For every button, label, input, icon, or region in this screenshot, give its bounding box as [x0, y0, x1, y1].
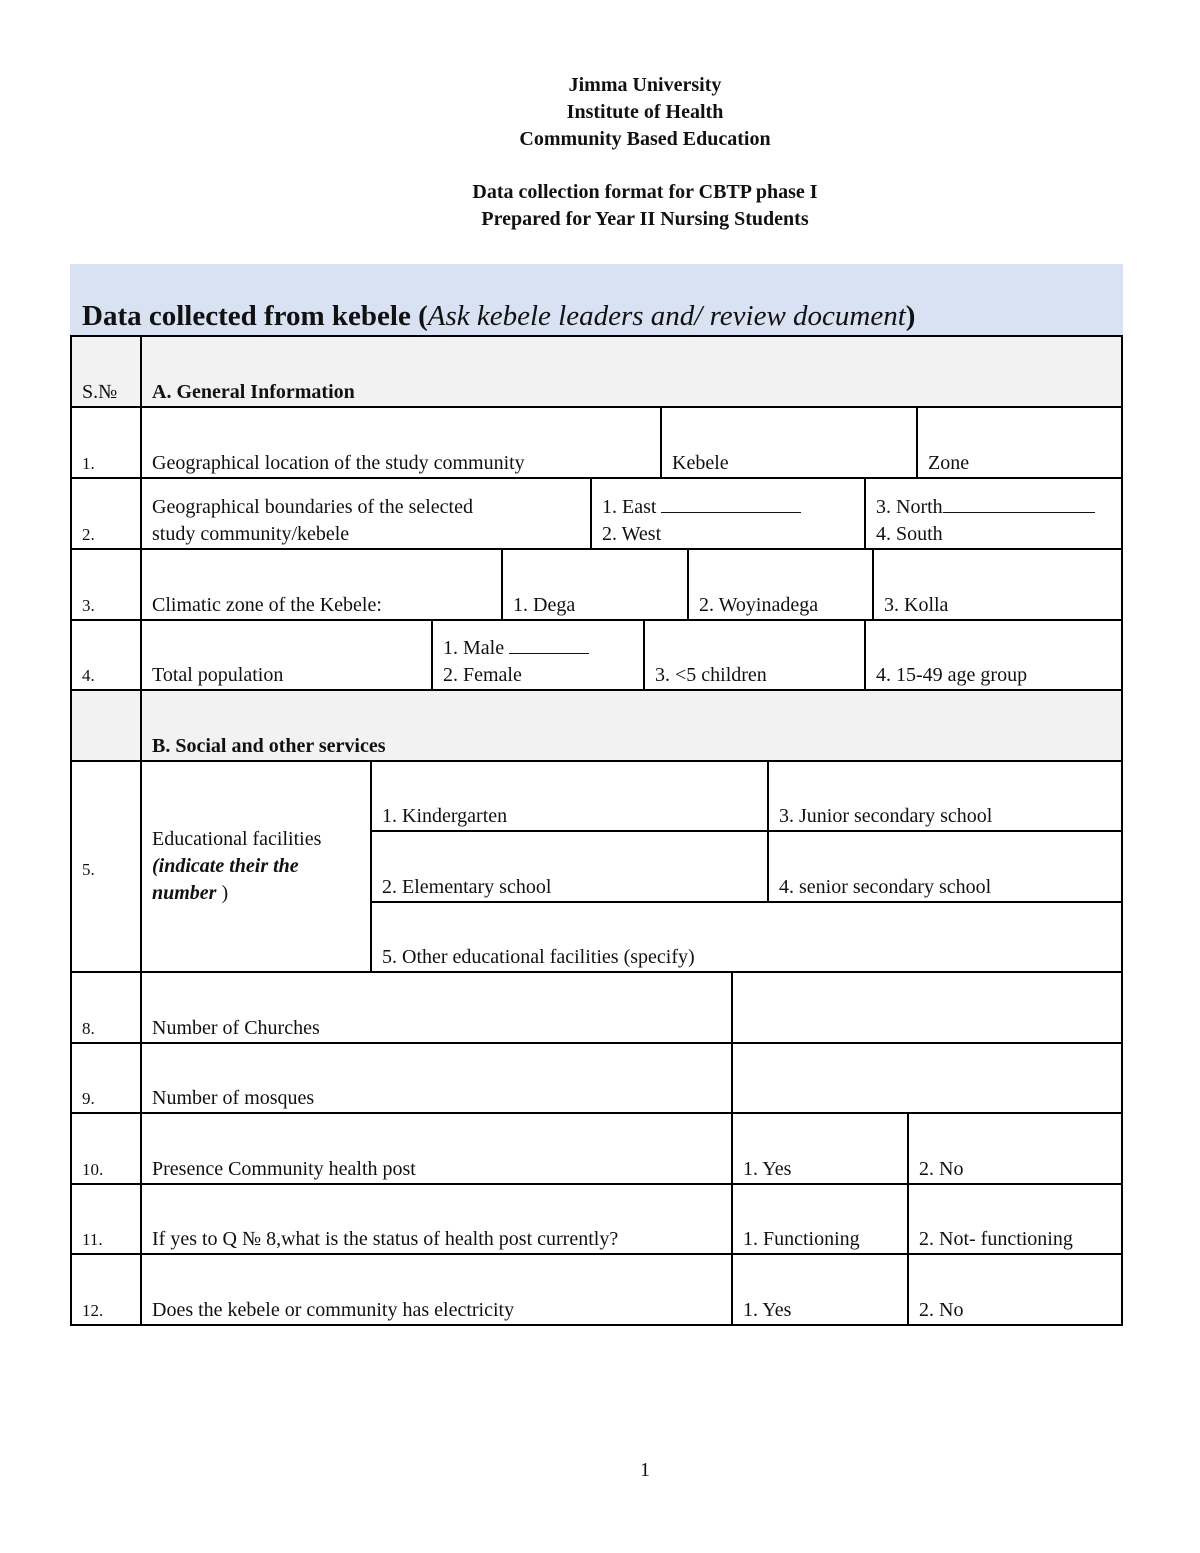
row-number: 8. [82, 1019, 95, 1038]
row-number: 4. [82, 666, 95, 685]
fill-blank[interactable] [509, 637, 589, 654]
row-3-question [140, 548, 503, 621]
row-11-not-functioning[interactable] [907, 1183, 1123, 1255]
header-institute: Institute of Health [566, 101, 724, 123]
section-b-label: B. Social and other services [152, 735, 386, 757]
row-1-question [140, 406, 662, 479]
question-text: Geographical location of the study community [152, 452, 525, 474]
row-9-question [140, 1042, 733, 1114]
row-number: 1. [82, 454, 95, 473]
row-11-number [70, 1183, 142, 1255]
option-label: 3. North 4. South [876, 494, 1095, 548]
option-label: 1. Yes [743, 1158, 792, 1180]
row-2-question [140, 477, 592, 550]
row-12-number [70, 1253, 142, 1326]
header-university: Jimma University [568, 74, 722, 96]
row-1-kebele[interactable] [660, 406, 918, 479]
row-10-yes[interactable] [731, 1112, 909, 1185]
row-5-elementary[interactable] [370, 830, 769, 903]
row-10-number [70, 1112, 142, 1185]
option-label: 4. 15-49 age group [876, 664, 1028, 686]
option-label: Kebele [672, 452, 729, 474]
option-label: 1. Functioning [743, 1228, 860, 1250]
option-label: 2. Elementary school [382, 876, 552, 898]
row-number: 11. [82, 1230, 103, 1249]
sn-header-label: S.№ [82, 381, 118, 403]
option-label: 3. Kolla [884, 594, 949, 616]
question-text: Number of Churches [152, 1017, 320, 1039]
row-5-question [140, 760, 372, 973]
header-audience: Prepared for Year II Nursing Students [481, 208, 809, 230]
sn-header-cell [70, 335, 142, 408]
banner-title: Data collected from kebele (Ask kebele leaders and/ review document) [82, 300, 916, 332]
row-8-question [140, 971, 733, 1044]
option-label: 4. senior secondary school [779, 876, 992, 898]
row-number: 10. [82, 1160, 104, 1179]
row-3-option-kolla[interactable] [872, 548, 1123, 621]
row-12-yes[interactable] [731, 1253, 909, 1326]
row-5-kindergarten[interactable] [370, 760, 769, 832]
row-number: 5. [82, 860, 95, 879]
row-number: 9. [82, 1089, 95, 1108]
option-label: Zone [928, 452, 970, 474]
option-label: 3. <5 children [655, 664, 767, 686]
row-12-question [140, 1253, 733, 1326]
row-9-number [70, 1042, 142, 1114]
header-department: Community Based Education [519, 128, 771, 150]
row-5-junior-secondary[interactable] [767, 760, 1123, 832]
section-a-label: A. General Information [152, 381, 355, 403]
question-text: If yes to Q № 8,what is the status of health post currently? [152, 1228, 619, 1250]
row-10-question [140, 1112, 733, 1185]
question-text: Presence Community health post [152, 1158, 416, 1180]
row-4-question [140, 619, 433, 691]
row-number: 12. [82, 1301, 104, 1320]
row-8-answer[interactable] [731, 971, 1123, 1044]
row-4-number [70, 619, 142, 691]
option-label: 2. No [919, 1299, 964, 1321]
section-a-cell [140, 335, 1123, 408]
row-2-east-west[interactable] [590, 477, 866, 550]
option-label: 1. Dega [513, 594, 576, 616]
question-text: Does the kebele or community has electricity [152, 1299, 515, 1321]
question-text: Educational facilities (indicate their the number ) [152, 828, 322, 904]
row-number: 3. [82, 596, 95, 615]
option-label: 5. Other educational facilities (specify) [382, 946, 695, 968]
row-9-answer[interactable] [731, 1042, 1123, 1114]
row-2-number [70, 477, 142, 550]
question-text: Climatic zone of the Kebele: [152, 594, 382, 616]
row-5-number [70, 760, 142, 973]
option-label: 1. East 2. West [602, 494, 801, 548]
fill-blank[interactable] [943, 496, 1095, 513]
question-text: Total population [152, 664, 284, 686]
option-label: 1. Kindergarten [382, 805, 508, 827]
row-4-under5[interactable] [643, 619, 866, 691]
option-label: 2. No [919, 1158, 964, 1180]
page-number: 1 [640, 1459, 650, 1481]
row-11-functioning[interactable] [731, 1183, 909, 1255]
row-5-other-facilities[interactable] [370, 901, 1123, 973]
option-label: 1. Yes [743, 1299, 792, 1321]
row-5-senior-secondary[interactable] [767, 830, 1123, 903]
section-b-cell [140, 689, 1123, 762]
row-3-number [70, 548, 142, 621]
row-number: 2. [82, 525, 95, 544]
row-2-north-south[interactable] [864, 477, 1123, 550]
section-b-sn-cell [70, 689, 142, 762]
row-4-male-female[interactable] [431, 619, 645, 691]
question-text: Number of mosques [152, 1087, 315, 1109]
document-header [0, 72, 1200, 233]
row-11-question [140, 1183, 733, 1255]
header-format-title: Data collection format for CBTP phase I [472, 181, 818, 203]
row-1-zone[interactable] [916, 406, 1123, 479]
question-text: Geographical boundaries of the selected study community/kebele [152, 496, 473, 545]
row-10-no[interactable] [907, 1112, 1123, 1185]
row-12-no[interactable] [907, 1253, 1123, 1326]
option-label: 3. Junior secondary school [779, 805, 993, 827]
row-1-number [70, 406, 142, 479]
fill-blank[interactable] [661, 496, 801, 513]
row-8-number [70, 971, 142, 1044]
row-3-option-dega[interactable] [501, 548, 689, 621]
row-4-15-49[interactable] [864, 619, 1123, 691]
row-3-option-woyinadega[interactable] [687, 548, 874, 621]
option-label: 2. Not- functioning [919, 1228, 1073, 1250]
option-label: 1. Male 2. Female [443, 635, 589, 689]
option-label: 2. Woyinadega [699, 594, 819, 616]
